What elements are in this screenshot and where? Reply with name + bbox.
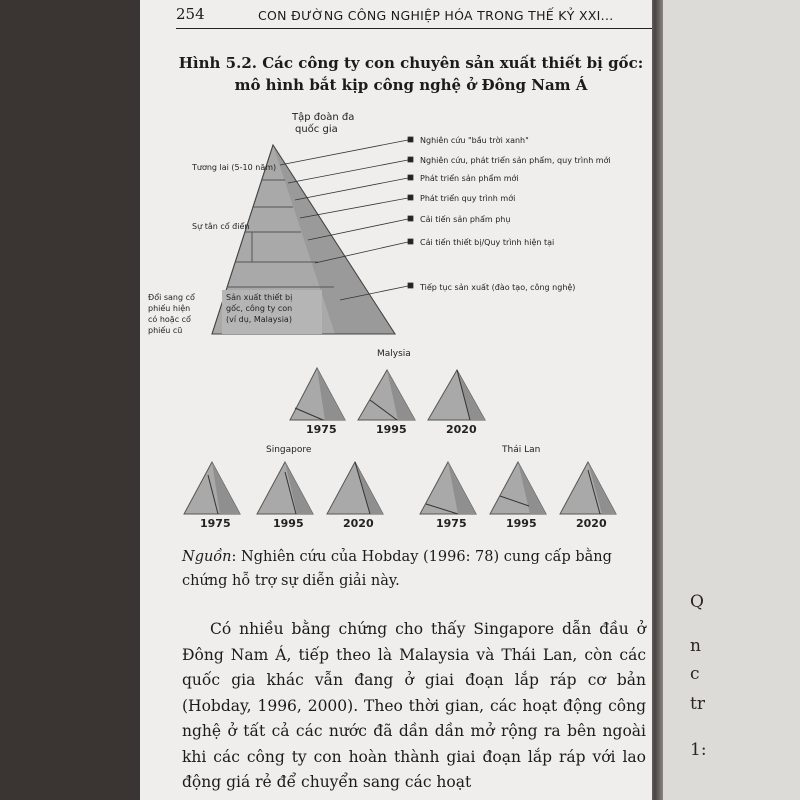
- malaysia-year-1975: 1975: [306, 423, 337, 436]
- facing-page: [660, 0, 800, 800]
- body-text: Có nhiều bằng chứng cho thấy Singapore dẫn đầu ở Đông Nam Á, tiếp theo là Malaysia và Thái Lan, còn các quốc gia khác vẫn đang ở giai đoạn lắp ráp cơ bản (Hobday, 1996, 2000). Theo thời gian, các hoạt động công nghệ ở tất cả các nước đã dần dần mở rộng ra bên ngoài khi các công ty con hoàn thành giai đoạn lắp ráp với lao động giá rẻ để chuyển sang các hoạt: [182, 620, 646, 791]
- thailand-year-1995: 1995: [506, 517, 537, 530]
- singapore-pyramid-2020: [327, 462, 383, 514]
- malaysia-pyramid-2020: [428, 370, 485, 420]
- base-label-line2: gốc, công ty con: [226, 304, 293, 313]
- right-label-blue-sky: Nghiên cứu "bầu trời xanh": [420, 136, 529, 145]
- thailand-year-1975: 1975: [436, 517, 467, 530]
- right-label-continue-production: Tiếp tục sản xuất (đào tạo, công nghệ): [420, 283, 576, 292]
- base-label-line3: (ví dụ, Malaysia): [226, 315, 292, 324]
- singapore-label: Singapore: [266, 445, 312, 455]
- apex-label-line2: quốc gia: [295, 124, 338, 135]
- facing-page-fragment: tr: [690, 694, 705, 714]
- running-title: CON ĐƯỜNG CÔNG NGHIỆP HÓA TRONG THẾ KỶ XXI...: [258, 8, 614, 23]
- facing-page-fragment: c: [690, 664, 700, 684]
- thailand-pyramid-1995: [490, 462, 546, 514]
- left-label-future: Tương lai (5-10 năm): [192, 163, 277, 172]
- malaysia-year-2020: 2020: [446, 423, 477, 436]
- page-number: 254: [176, 5, 205, 23]
- malaysia-pyramid-1995: [358, 370, 415, 420]
- book-page: [140, 0, 652, 800]
- right-label-new-process: Phát triển quy trình mới: [420, 194, 516, 203]
- left-label-equity-line3: có hoặc cổ: [148, 315, 191, 324]
- singapore-pyramid-1975: [184, 462, 240, 514]
- left-label-equity-line4: phiếu cũ: [148, 326, 183, 335]
- figure-title-line2: mô hình bắt kịp công nghệ ở Đông Nam Á: [234, 76, 588, 94]
- right-label-new-product: Phát triển sản phẩm mới: [420, 174, 519, 183]
- facing-page-fragment: 1:: [690, 740, 707, 760]
- base-label-line1: Sản xuất thiết bị: [226, 293, 293, 302]
- thailand-pyramid-2020: [560, 462, 616, 514]
- thailand-pyramid-1975: [420, 462, 476, 514]
- thailand-year-2020: 2020: [576, 517, 607, 530]
- right-label-minor-product: Cải tiến sản phẩm phụ: [420, 215, 511, 224]
- right-label-improve-equipment: Cải tiến thiết bị/Quy trình hiện tại: [420, 238, 555, 247]
- singapore-pyramid-1995: [257, 462, 313, 514]
- facing-page-fragment: n: [690, 636, 701, 656]
- figure-title-line1: Hình 5.2. Các công ty con chuyên sản xuất thiết bị gốc:: [178, 54, 644, 72]
- left-label-equity-line1: Đổi sang cổ: [148, 293, 195, 302]
- malaysia-year-1995: 1995: [376, 423, 407, 436]
- right-label-rd-new: Nghiên cứu, phát triển sản phẩm, quy trình mới: [420, 156, 611, 165]
- body-paragraph: [182, 617, 646, 796]
- apex-label-line1: Tập đoàn đa: [292, 112, 355, 123]
- singapore-year-1975: 1975: [200, 517, 231, 530]
- source-label: Nguồn: [182, 549, 232, 565]
- singapore-year-1995: 1995: [273, 517, 304, 530]
- facing-page-fragment: Q: [690, 592, 704, 612]
- left-label-neoclassical: Sự tân cổ điển: [192, 222, 250, 231]
- thailand-label: Thái Lan: [502, 445, 541, 455]
- left-label-equity-line2: phiếu hiện: [148, 304, 191, 313]
- malaysia-label: Malysia: [377, 349, 411, 359]
- source-text: : Nghiên cứu của Hobday (1996: 78) cung cấp bằng chứng hỗ trợ sự diễn giải này.: [182, 549, 612, 589]
- malaysia-pyramid-1975: [290, 368, 345, 420]
- figure-source: [182, 545, 642, 593]
- singapore-year-2020: 2020: [343, 517, 374, 530]
